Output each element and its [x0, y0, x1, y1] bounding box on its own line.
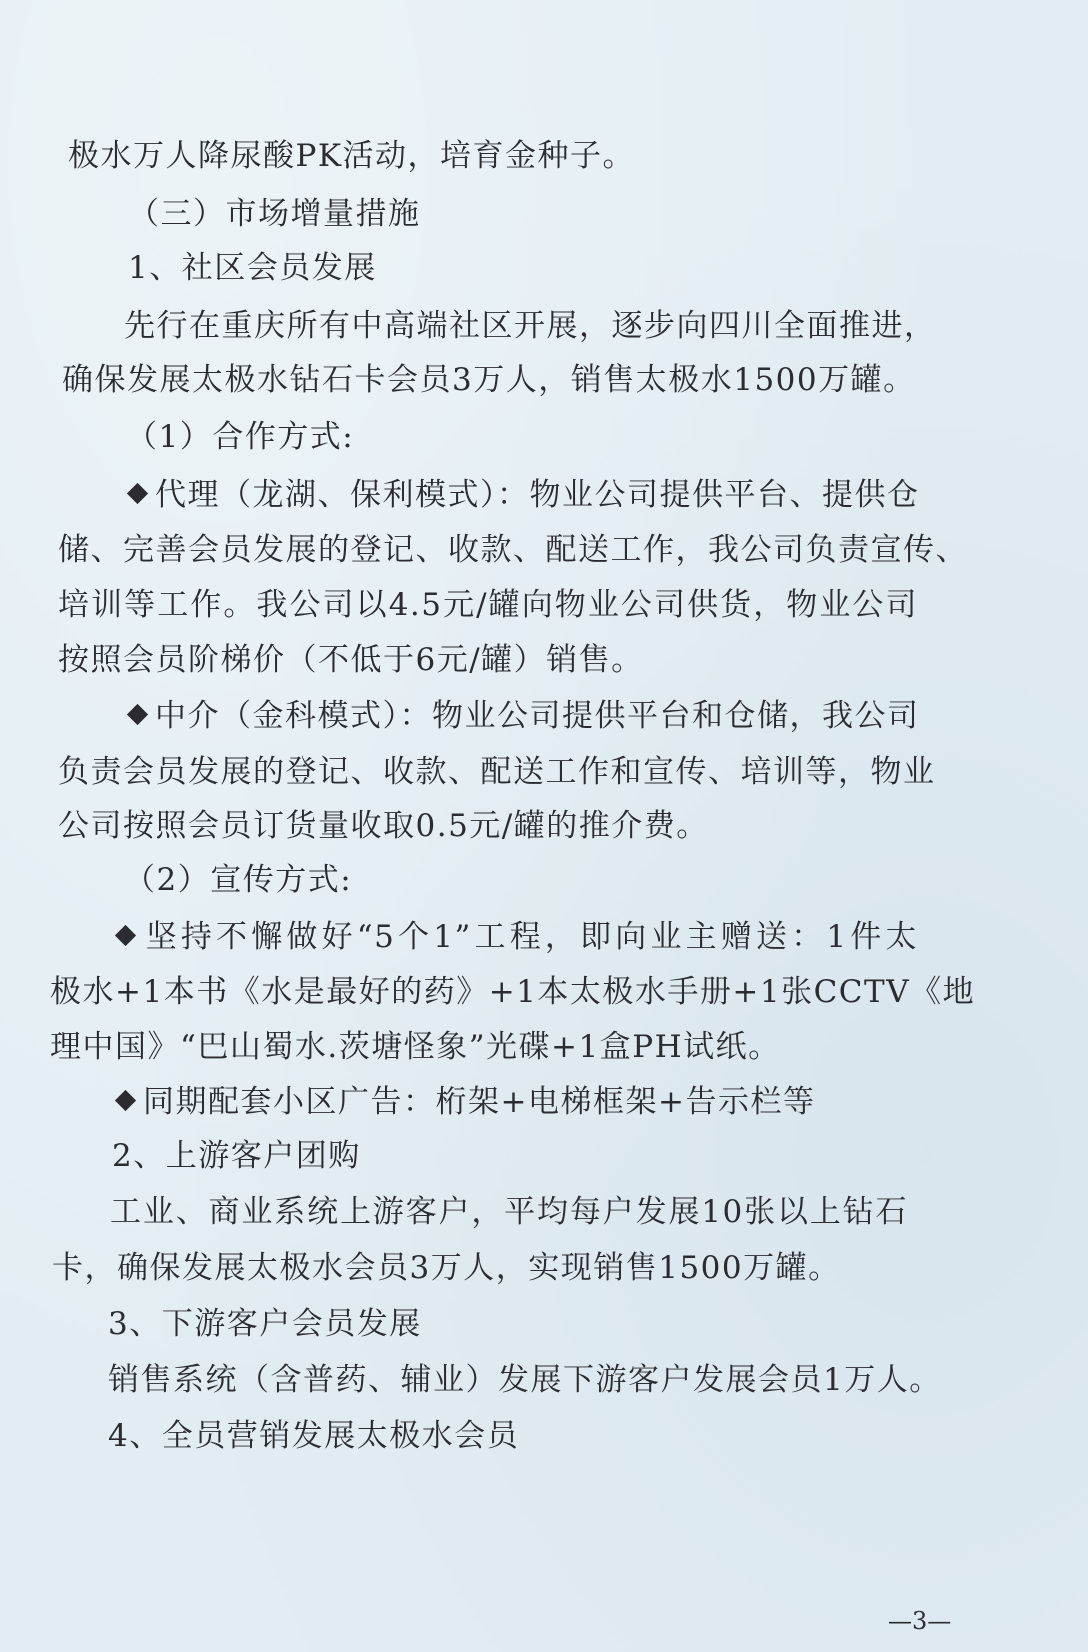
diamond-bullet-icon	[127, 483, 148, 504]
text-line: 培训等工作。我公司以4.5元/罐向物业公司供货，物业公司	[58, 587, 918, 623]
text-line: 按照会员阶梯价（不低于6元/罐）销售。	[58, 642, 644, 678]
diamond-bullet-icon	[115, 925, 136, 946]
subsection-heading: 1、社区会员发展	[128, 250, 377, 286]
text-line: 负责会员发展的登记、收款、配送工作和宣传、培训等，物业	[58, 754, 936, 790]
bullet-item	[124, 696, 920, 736]
text-line: 极水+1本书《水是最好的药》+1本太极水手册+1张CCTV《地	[50, 974, 976, 1010]
text-line: 工业、商业系统上游客户，平均每户发展10张以上钻石	[110, 1194, 908, 1230]
text-line: 卡，确保发展太极水会员3万人，实现销售1500万罐。	[52, 1250, 841, 1286]
text-line: 公司按照会员订货量收取0.5元/罐的推介费。	[58, 808, 709, 844]
text-line: 储、完善会员发展的登记、收款、配送工作，我公司负责宣传、	[58, 532, 968, 568]
diamond-bullet-icon	[115, 1090, 136, 1111]
bullet-item	[124, 475, 920, 515]
subsection-heading: （1）合作方式:	[126, 419, 355, 455]
bullet-text: 中介（金科模式）：物业公司提供平台和仓储，我公司	[155, 698, 920, 734]
bullet-text: 坚持不懈做好“5个1”工程，即向业主赠送：1件太	[143, 919, 918, 955]
text-line: 确保发展太极水钻石卡会员3万人，销售太极水1500万罐。	[62, 362, 916, 398]
page-number: —3—	[888, 1607, 952, 1635]
bullet-item	[112, 1082, 815, 1122]
diamond-bullet-icon	[127, 704, 148, 725]
text-line: 极水万人降尿酸PK活动，培育金种子。	[68, 138, 636, 174]
subsection-heading: （2）宣传方式:	[124, 862, 353, 898]
text-line: 先行在重庆所有中高端社区开展，逐步向四川全面推进，	[124, 308, 937, 344]
text-line: 理中国》“巴山蜀水.茨塘怪象”光碟+1盒PH试纸。	[50, 1029, 781, 1065]
subsection-heading: 3、下游客户会员发展	[108, 1306, 422, 1342]
subsection-heading: 4、全员营销发展太极水会员	[108, 1418, 520, 1454]
section-heading: （三）市场增量措施	[128, 196, 421, 232]
subsection-heading: 2、上游客户团购	[112, 1138, 361, 1174]
bullet-text: 代理（龙湖、保利模式）：物业公司提供平台、提供仓	[155, 477, 920, 513]
bullet-text: 同期配套小区广告：桁架+电梯框架+告示栏等	[143, 1084, 816, 1120]
bullet-item	[112, 917, 918, 957]
text-line: 销售系统（含普药、辅业）发展下游客户发展会员1万人。	[108, 1362, 942, 1398]
